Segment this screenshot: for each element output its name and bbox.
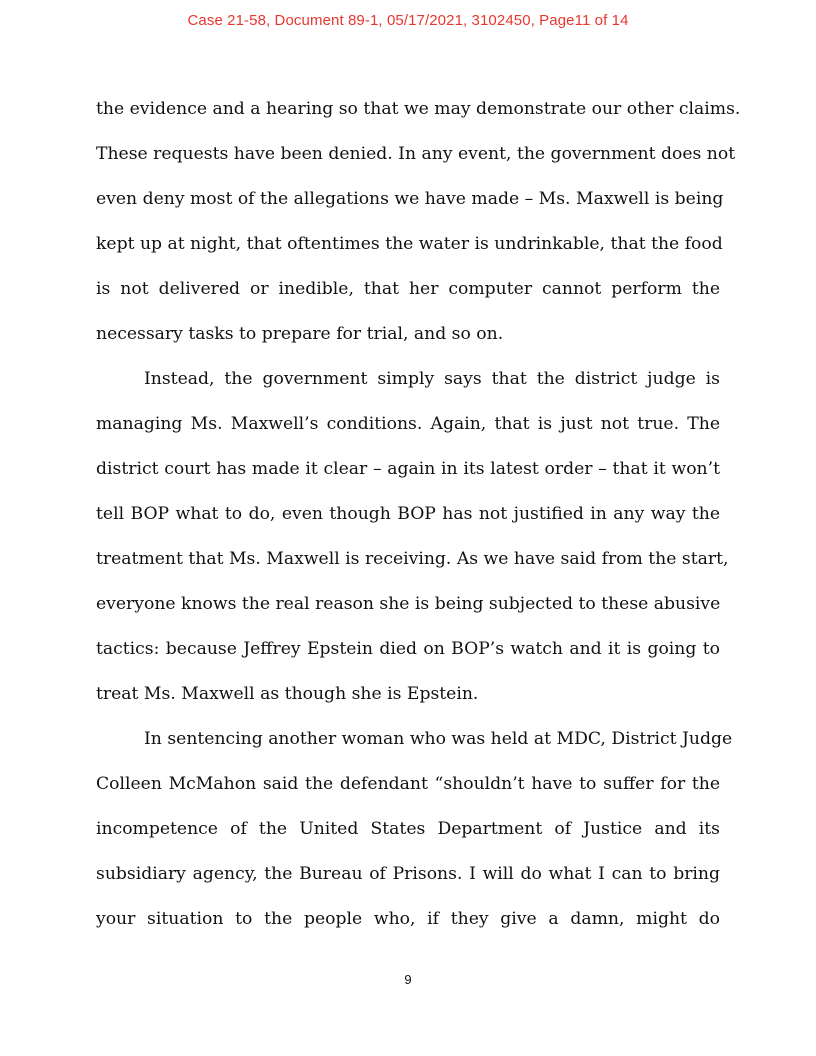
text-line: necessary tasks to prepare for trial, and so on. [96, 324, 504, 344]
text-line: These requests have been denied. In any event, the government does not [96, 144, 736, 164]
text-line: even deny most of the allegations we have made – Ms. Maxwell is being [96, 189, 724, 209]
paragraph-first-line: In sentencing another woman who was held at MDC, District Judge [144, 729, 733, 749]
text-line: Colleen McMahon said the defendant “shouldn’t have to suffer for the [96, 774, 720, 794]
text-line: managing Ms. Maxwell’s conditions. Again, that is just not true. The [96, 414, 720, 434]
text-line: incompetence of the United States Department of Justice and its [96, 819, 720, 839]
text-line: the evidence and a hearing so that we may demonstrate our other claims. [96, 99, 741, 119]
text-line: subsidiary agency, the Bureau of Prisons. I will do what I can to bring [96, 864, 720, 884]
text-line: district court has made it clear – again in its latest order – that it won’t [96, 459, 720, 479]
text-line: tell BOP what to do, even though BOP has not justified in any way the [96, 504, 720, 524]
paragraph-first-line: Instead, the government simply says that the district judge is [144, 369, 720, 389]
text-line: your situation to the people who, if they give a damn, might do [96, 909, 720, 929]
text-line: kept up at night, that oftentimes the water is undrinkable, that the food [96, 234, 723, 254]
text-line: tactics: because Jeffrey Epstein died on BOP’s watch and it is going to [96, 639, 720, 659]
text-line: is not delivered or inedible, that her computer cannot perform the [96, 279, 720, 299]
text-line: everyone knows the real reason she is being subjected to these abusive [96, 594, 721, 614]
page-number: 9 [404, 972, 412, 987]
document-body [96, 87, 741, 942]
text-line: treat Ms. Maxwell as though she is Epstein. [96, 684, 479, 704]
text-line: treatment that Ms. Maxwell is receiving. As we have said from the start, [96, 549, 729, 569]
case-header-stamp: Case 21-58, Document 89-1, 05/17/2021, 3102450, Page11 of 14 [187, 12, 629, 29]
